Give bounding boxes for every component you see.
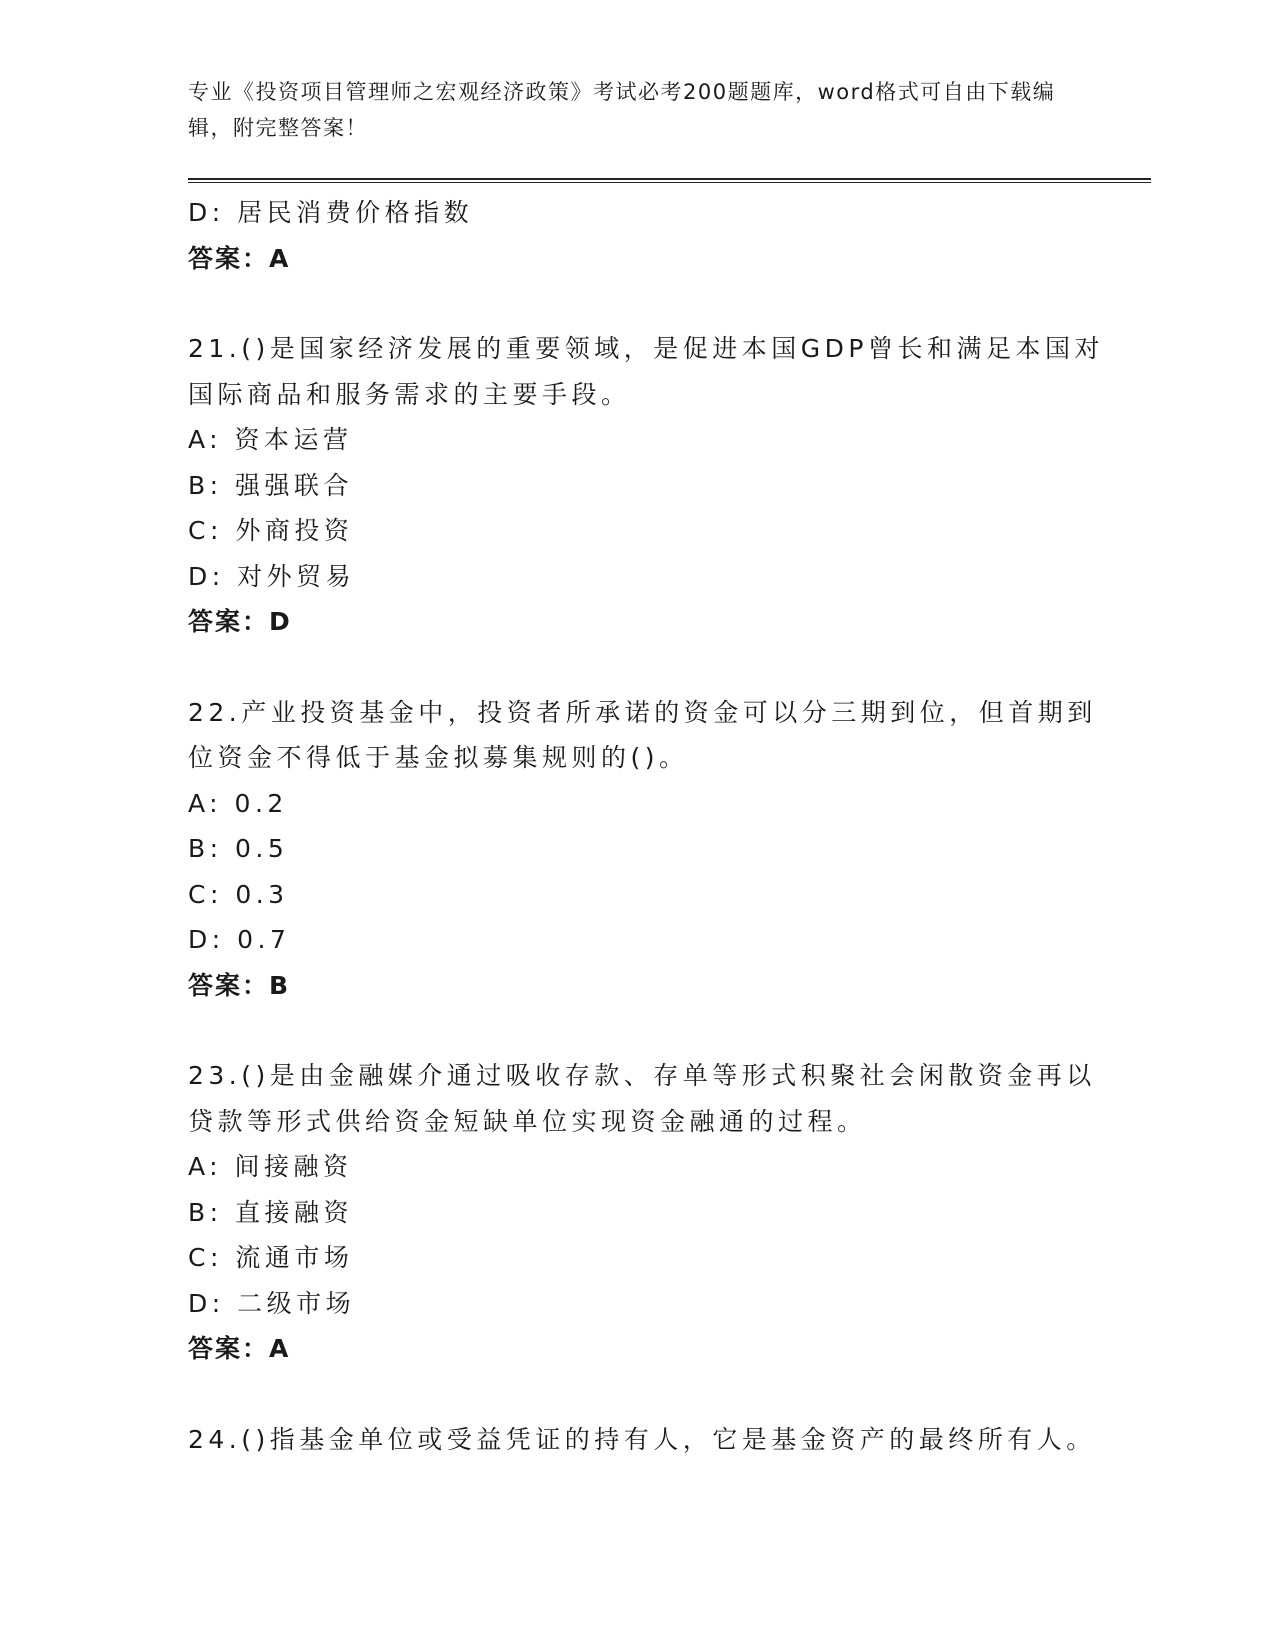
question-stem-line: 23.()是由金融媒介通过吸收存款、存单等形式积聚社会闲散资金再以 <box>188 1061 1096 1090</box>
option-d: D: 0.7 <box>188 925 291 954</box>
header-title: 专业《投资项目管理师之宏观经济政策》考试必考200题题库，word格式可自由下载编辑，附完整答案！ <box>188 80 1056 140</box>
question-stem-line: 位资金不得低于基金拟募集规则的()。 <box>188 743 689 772</box>
spacer <box>188 645 1108 690</box>
option-a: A: 间接融资 <box>188 1152 353 1181</box>
option-d: D: 二级市场 <box>188 1288 356 1318</box>
spacer <box>188 281 1108 326</box>
question-stem-line: 22.产业投资基金中，投资者所承诺的资金可以分三期到位，但首期到 <box>188 697 1097 727</box>
question-block-20 <box>188 190 1108 281</box>
question-stem-line: 国际商品和服务需求的主要手段。 <box>188 379 631 409</box>
question-stem-line: 贷款等形式供给资金短缺单位实现资金融通的过程。 <box>188 1106 867 1136</box>
answer-label: 答案：A <box>188 243 291 273</box>
question-block-24 <box>188 1417 1108 1463</box>
header-divider-thick <box>188 178 1151 180</box>
question-block-23 <box>188 1053 1108 1372</box>
option-b: B: 直接融资 <box>188 1197 354 1227</box>
question-stem-line: 24.()指基金单位或受益凭证的持有人，它是基金资产的最终所有人。 <box>188 1424 1096 1454</box>
option-c: C: 外商投资 <box>188 516 354 545</box>
answer-label: 答案：D <box>188 607 292 636</box>
option-d: D: 居民消费价格指数 <box>188 198 474 227</box>
option-b: B: 强强联合 <box>188 470 354 500</box>
spacer <box>188 1372 1108 1417</box>
option-b: B: 0.5 <box>188 834 289 863</box>
document-header <box>188 74 1088 146</box>
question-stem <box>188 326 1108 417</box>
question-block-22 <box>188 690 1108 1009</box>
question-stem-line: 21.()是国家经济发展的重要领域，是促进本国GDP曾长和满足本国对 <box>188 334 1104 363</box>
spacer <box>188 1008 1108 1053</box>
question-stem <box>188 690 1108 781</box>
option-c: C: 流通市场 <box>188 1243 354 1272</box>
answer-label: 答案：B <box>188 970 291 1000</box>
question-list <box>188 190 1108 1462</box>
answer-label: 答案：A <box>188 1334 291 1363</box>
option-a: A: 0.2 <box>188 788 288 818</box>
question-stem <box>188 1417 1108 1463</box>
question-block-21 <box>188 326 1108 645</box>
header-divider-thin <box>188 182 1151 183</box>
option-a: A: 资本运营 <box>188 425 353 454</box>
question-stem <box>188 1053 1108 1144</box>
option-d: D: 对外贸易 <box>188 561 356 591</box>
option-c: C: 0.3 <box>188 879 289 909</box>
